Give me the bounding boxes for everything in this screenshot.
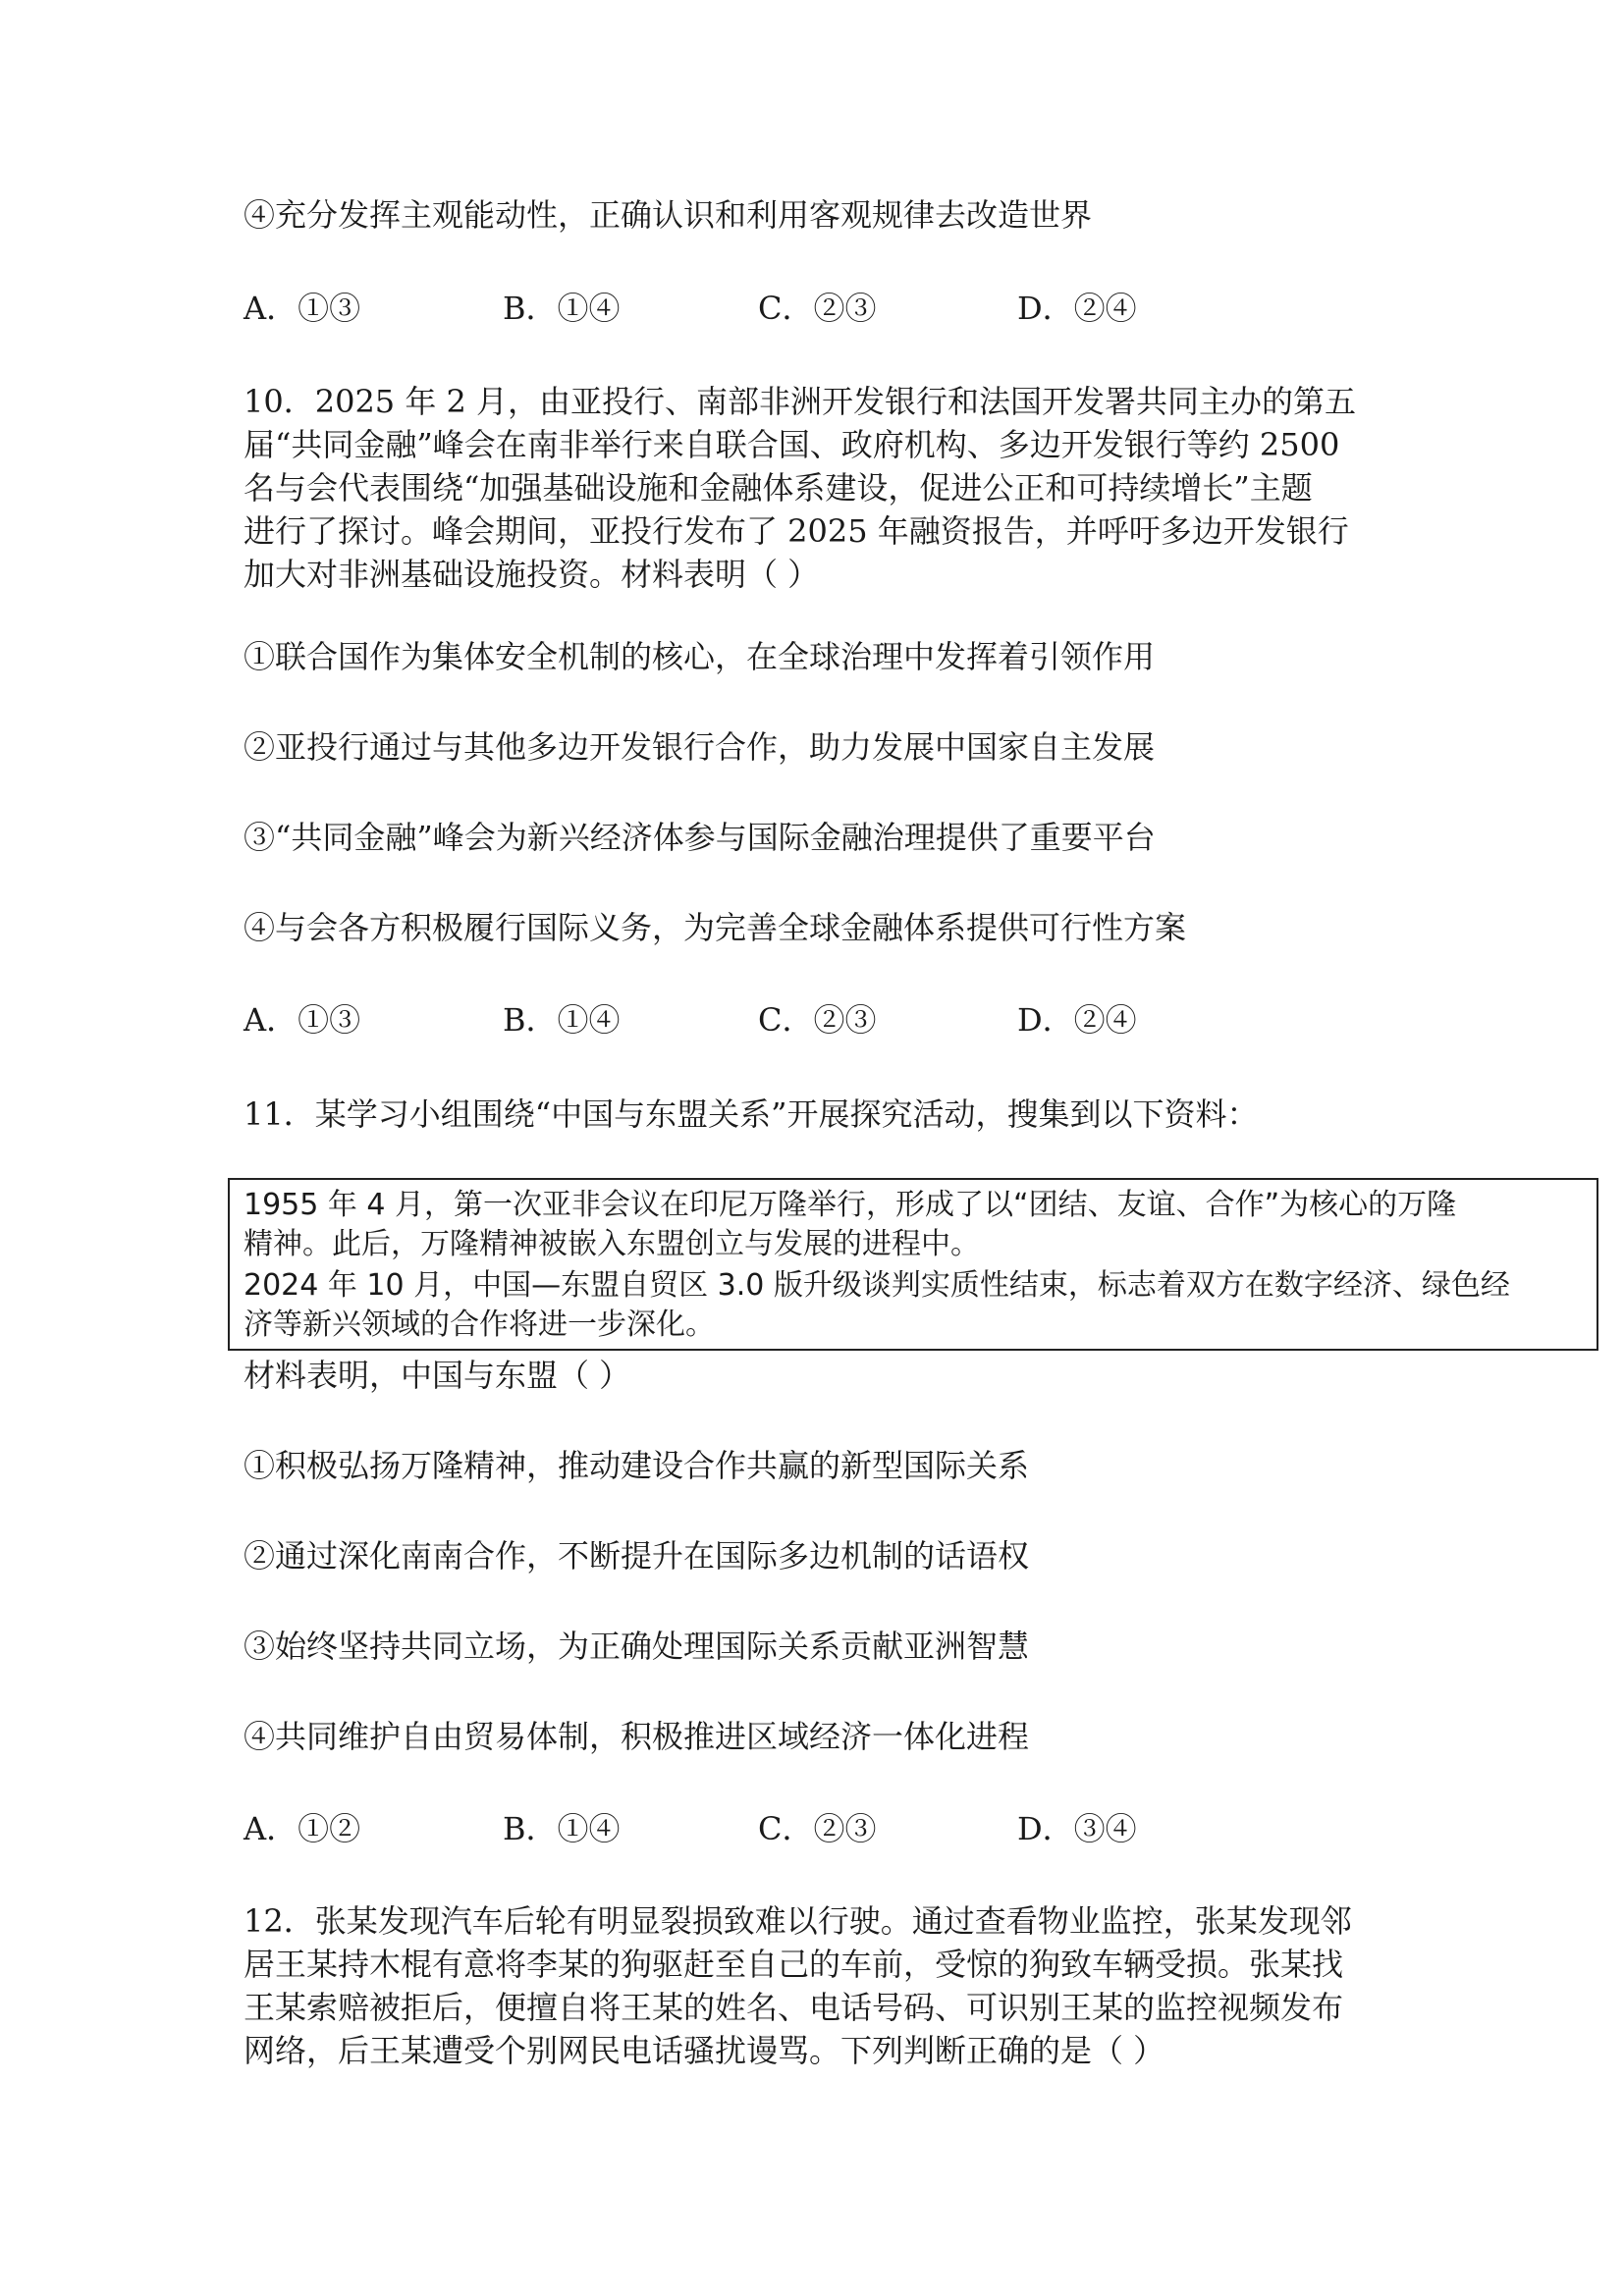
q11-option-c: C．②③: [758, 1810, 877, 1847]
q11-material-line: 2024 年 10 月，中国—东盟自贸区 3.0 版升级谈判实质性结束，标志着双方在数字经济、绿色经: [244, 1268, 1510, 1303]
q11-option-d: D．③④: [1017, 1810, 1137, 1847]
q9-option-b: B．①④: [503, 290, 621, 327]
q10-item-2: ②亚投行通过与其他多边开发银行合作，助力发展中国家自主发展: [244, 728, 1156, 766]
q10-stem-line: 届“共同金融”峰会在南非举行来自联合国、政府机构、多边开发银行等约 2500: [244, 426, 1340, 463]
q10-item-1: ①联合国作为集体安全机制的核心，在全球治理中发挥着引领作用: [244, 638, 1156, 675]
q10-option-b: B．①④: [503, 1001, 621, 1039]
q12-stem-line: 居王某持木棍有意将李某的狗驱赶至自己的车前，受惊的狗致车辆受损。张某找: [244, 1946, 1344, 1983]
q10-stem-line: 加大对非洲基础设施投资。材料表明（ ）: [244, 556, 820, 593]
q10-option-d: D．②④: [1017, 1001, 1137, 1039]
q9-item-4: ④充分发挥主观能动性，正确认识和利用客观规律去改造世界: [244, 196, 1093, 234]
q11-material-line: 济等新兴领域的合作将进一步深化。: [244, 1308, 715, 1342]
q10-item-4: ④与会各方积极履行国际义务，为完善全球金融体系提供可行性方案: [244, 909, 1187, 946]
q11-question: 材料表明，中国与东盟（ ）: [244, 1357, 631, 1394]
q10-item-3: ③“共同金融”峰会为新兴经济体参与国际金融治理提供了重要平台: [244, 819, 1156, 856]
q9-option-c: C．②③: [758, 290, 877, 327]
q11-material-box: [228, 1178, 1598, 1351]
q10-option-a: A．①③: [244, 1001, 361, 1039]
q11-stem: 11．某学习小组围绕“中国与东盟关系”开展探究活动，搜集到以下资料：: [244, 1095, 1259, 1133]
q9-option-a: A．①③: [244, 290, 361, 327]
q9-option-d: D．②④: [1017, 290, 1137, 327]
q11-item-1: ①积极弘扬万隆精神，推动建设合作共赢的新型国际关系: [244, 1447, 1030, 1484]
q12-stem-line: 王某索赔被拒后，便擅自将王某的姓名、电话号码、可识别王某的监控视频发布: [244, 1989, 1344, 2026]
q10-stem-line: 进行了探讨。峰会期间，亚投行发布了 2025 年融资报告，并呼吁多边开发银行: [244, 512, 1349, 550]
q11-material-line: 精神。此后，万隆精神被嵌入东盟创立与发展的进程中。: [244, 1227, 980, 1261]
q10-stem-line: 10．2025 年 2 月，由亚投行、南部非洲开发银行和法国开发署共同主办的第五: [244, 383, 1357, 420]
q10-option-c: C．②③: [758, 1001, 877, 1039]
q11-item-4: ④共同维护自由贸易体制，积极推进区域经济一体化进程: [244, 1718, 1030, 1755]
q10-stem-line: 名与会代表围绕“加强基础设施和金融体系建设，促进公正和可持续增长”主题: [244, 469, 1313, 507]
q11-material-line: 1955 年 4 月，第一次亚非会议在印尼万隆举行，形成了以“团结、友谊、合作”为核心的万隆: [244, 1188, 1457, 1222]
q11-item-2: ②通过深化南南合作，不断提升在国际多边机制的话语权: [244, 1537, 1030, 1575]
q11-item-3: ③始终坚持共同立场，为正确处理国际关系贡献亚洲智慧: [244, 1628, 1030, 1665]
q11-option-b: B．①④: [503, 1810, 621, 1847]
q12-stem-line: 12．张某发现汽车后轮有明显裂损致难以行驶。通过查看物业监控，张某发现邻: [244, 1902, 1352, 1940]
q12-stem-line: 网络，后王某遭受个别网民电话骚扰谩骂。下列判断正确的是（ ）: [244, 2032, 1165, 2069]
q11-option-a: A．①②: [244, 1810, 361, 1847]
